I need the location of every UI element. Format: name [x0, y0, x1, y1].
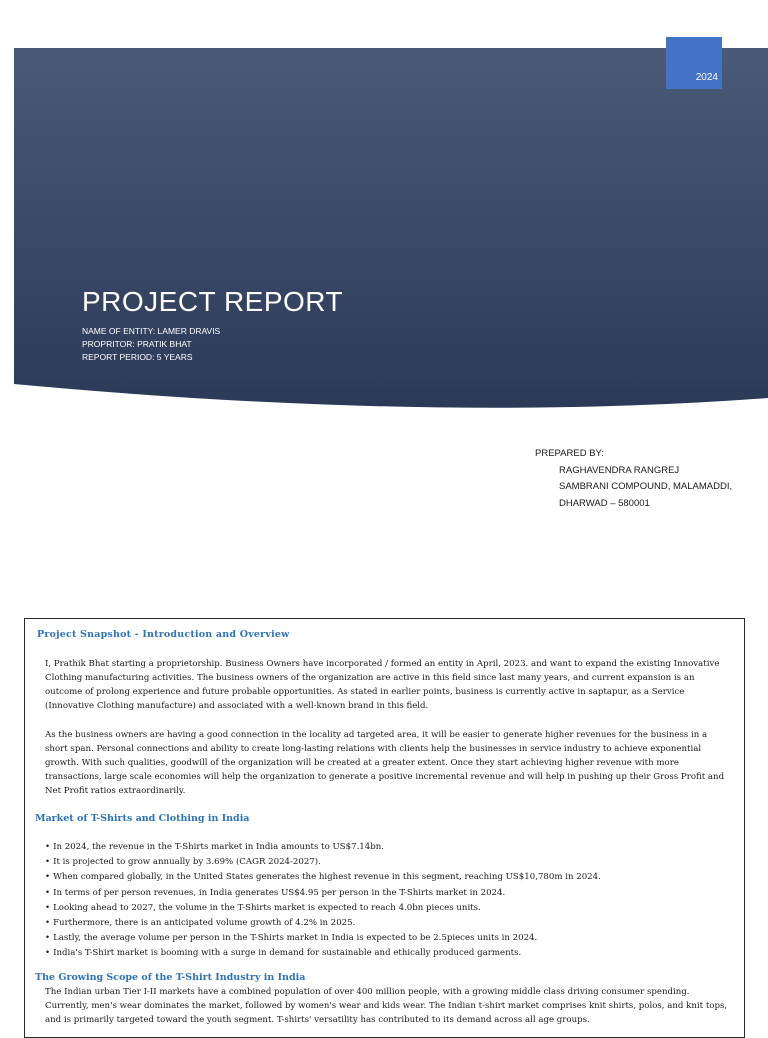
- snapshot-paragraph-2: As the business owners are having a good connection in the locality ad targeted area, it will be easier to generate higher revenues for the business in a short span. Personal connections and ability to create long-lasting relations with clients help the businesses in service industry to achieve exponential growth. With such qualities, goodwill of the organization will be created at a greater extent. Once they start achieving higher revenue with more transactions, large scale economies will help the organization to generate a positive incremental revenue and will help in pushing up their Gross Profit and Net Profit ratios extraordinarily.: [45, 730, 725, 796]
- prepared-by-block: [535, 446, 732, 512]
- snapshot-heading: Project Snapshot - Introduction and Overview: [37, 629, 290, 640]
- list-item: • India's T-Shirt market is booming with a surge in demand for sustainable and ethically produced garments.: [45, 946, 735, 961]
- scope-heading: The Growing Scope of the T-Shirt Industry in India: [35, 972, 306, 983]
- scope-paragraph: The Indian urban Tier I-II markets have a combined population of over 400 million people, with a growing middle class driving consumer spending. Currently, men's wear dominates the market, followed by women's wear and kids wear. The Indian t-shirt market comprises knit shirts, polos, and knit tops, and is primarily targeted toward the youth segment. T-shirts' versatility has contributed to its demand across all age groups.: [45, 987, 728, 1025]
- year-badge: [666, 37, 722, 89]
- market-bullet-list: [45, 840, 735, 962]
- list-item: • Looking ahead to 2027, the volume in the T-Shirts market is expected to reach 4.0bn pieces units.: [45, 901, 735, 916]
- snapshot-content-box: [24, 618, 745, 1038]
- preparer-address-line1: SAMBRANI COMPOUND, MALAMADDI,: [559, 481, 733, 492]
- list-item: • In 2024, the revenue in the T-Shirts market in India amounts to US$7.14bn.: [45, 840, 735, 855]
- list-item: • In terms of per person revenues, in India generates US$4.95 per person in the T-Shirts market in 2024.: [45, 886, 735, 901]
- list-item: • It is projected to grow annually by 3.69% (CAGR 2024-2027).: [45, 855, 735, 870]
- list-item: • Lastly, the average volume per person in the T-Shirts market in India is expected to be 2.5pieces units in 2024.: [45, 931, 735, 946]
- period-line: REPORT PERIOD: 5 YEARS: [82, 352, 193, 362]
- proprietor-line: PROPRITOR: PRATIK BHAT: [82, 339, 192, 349]
- prepared-by-label: PREPARED BY:: [535, 448, 604, 459]
- preparer-address-line2: DHARWAD – 580001: [559, 497, 650, 509]
- market-heading: Market of T-Shirts and Clothing in India: [35, 813, 250, 824]
- page-title: PROJECT REPORT: [82, 286, 344, 317]
- snapshot-paragraph-1: I, Prathik Bhat starting a proprietorship. Business Owners have incorporated / formed an entity in April, 2023. and want to expand the existing Innovative Clothing manufacturing activities. The business owners of the organization are active in this field since last many years, and current expansion is an outcome of prolong experience and future probable opportunities. As stated in earlier points, business is currently active in saptapur, as a Service (Innovative Clothing manufacture) and associated with a well-known brand in this field.: [45, 659, 720, 711]
- cover-meta: [82, 325, 220, 364]
- entity-line: NAME OF ENTITY: LAMER DRAVIS: [82, 326, 221, 336]
- year-text: 2024: [695, 72, 718, 83]
- preparer-name: RAGHAVENDRA RANGREJ: [559, 464, 680, 476]
- list-item: • When compared globally, in the United States generates the highest revenue in this segment, reaching US$10,780m in 2024.: [45, 870, 735, 885]
- list-item: • Furthermore, there is an anticipated volume growth of 4.2% in 2025.: [45, 916, 735, 931]
